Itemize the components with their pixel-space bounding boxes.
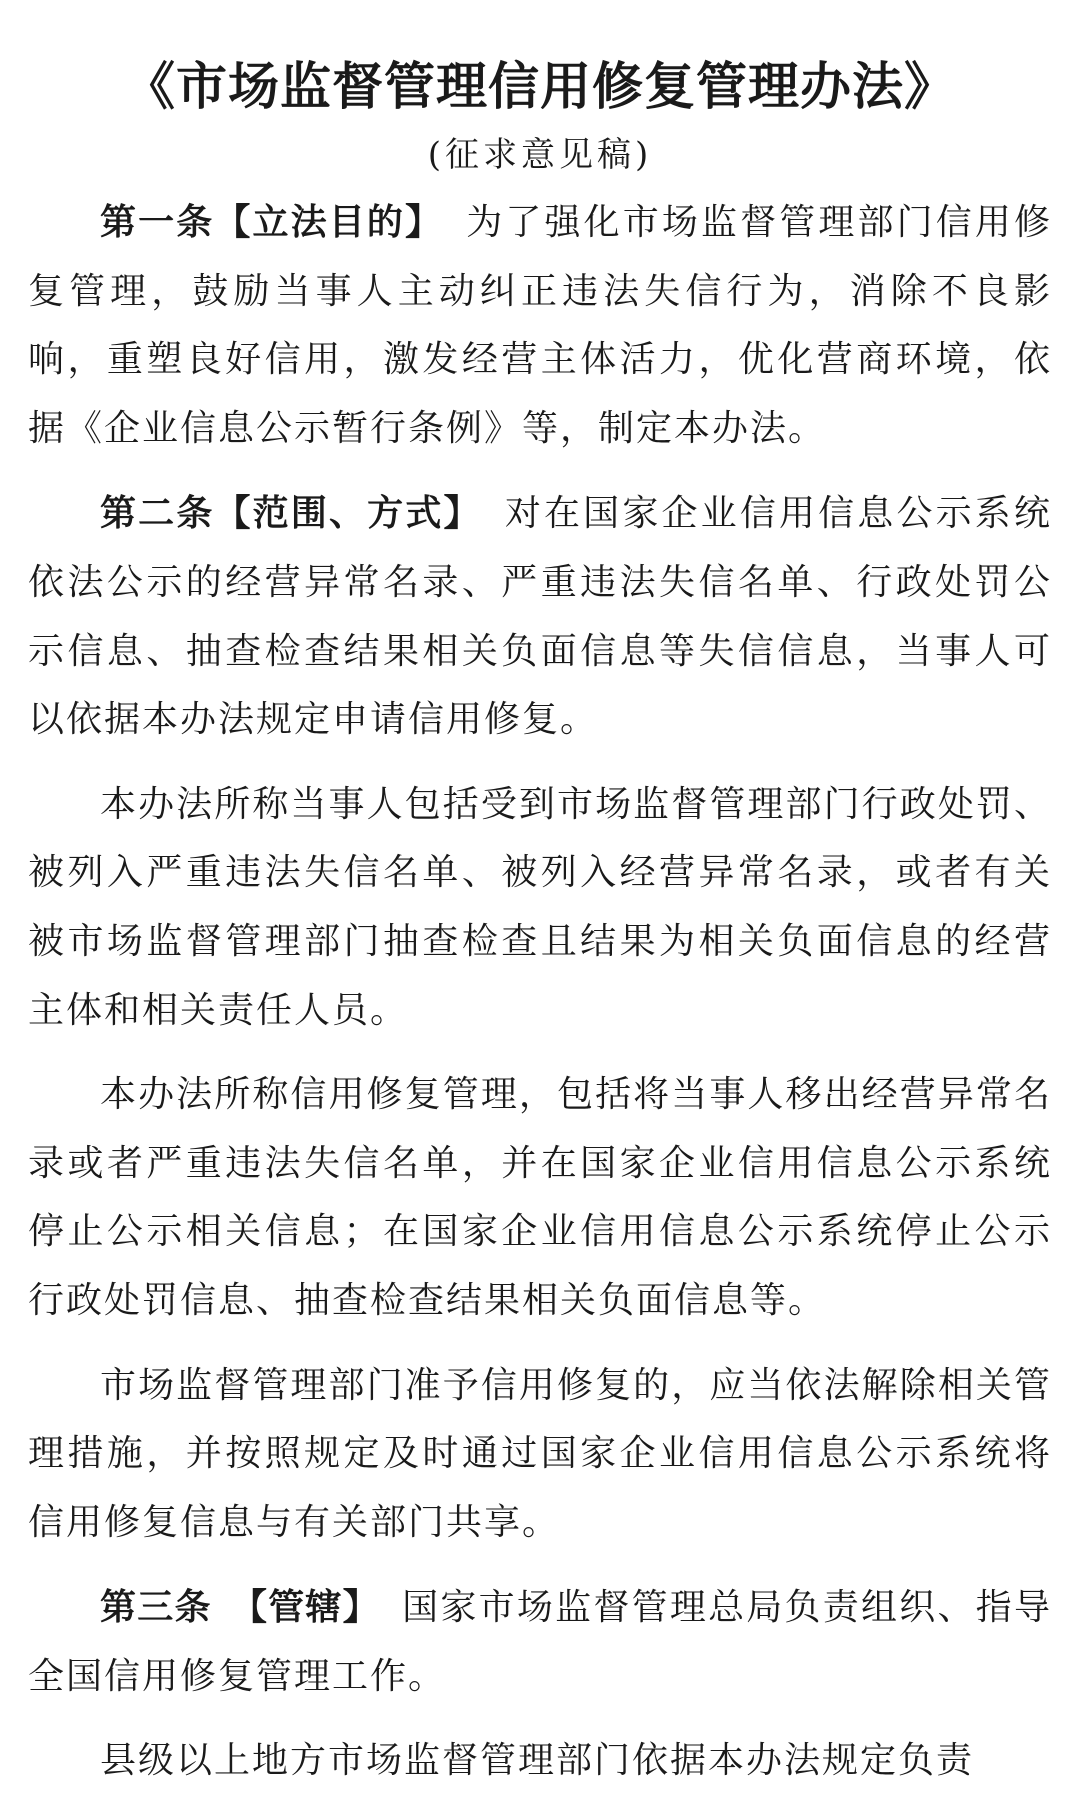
article-3-paragraph — [28, 1573, 1052, 1711]
article-1-text: 为了强化市场监督管理部门信用修复管理，鼓励当事人主动纠正违法失信行为，消除不良影响，重塑良好信用，激发经营主体活力，优化营商环境，依据《企业信息公示暂行条例》等，制定本办法。 — [28, 202, 1052, 449]
article-2-text: 对在国家企业信用信息公示系统依法公示的经营异常名录、严重违法失信名单、行政处罚公示信息、抽查检查结果相关负面信息等失信信息，当事人可以依据本办法规定申请信用修复。 — [28, 493, 1052, 741]
article-2-clause-3: 本办法所称信用修复管理，包括将当事人移出经营异常名录或者严重违法失信名单，并在国家企业信用信息公示系统停止公示相关信息；在国家企业信用信息公示系统停止公示行政处罚信息、抽查检查结果相关负面信息等。 — [28, 1074, 1052, 1321]
document-title: 《市场监督管理信用修复管理办法》 — [123, 57, 956, 117]
article-2-paragraph — [28, 479, 1052, 754]
document-subtitle: (征求意见稿) — [427, 135, 653, 175]
article-2-heading: 第二条【范围、方式】 — [100, 492, 482, 535]
article-2-clause-2: 本办法所称当事人包括受到市场监督管理部门行政处罚、被列入严重违法失信名单、被列入经营异常名录，或者有关被市场监督管理部门抽查检查且结果为相关负面信息的经营主体和相关责任人员。 — [28, 783, 1052, 1031]
document-page — [28, 0, 1052, 1792]
article-3-text: 国家市场监督管理总局负责组织、指导全国信用修复管理工作。 — [28, 1587, 1052, 1697]
article-1-heading: 第一条【立法目的】 — [100, 201, 444, 243]
article-3-heading: 第三条 【管辖】 — [100, 1586, 380, 1629]
article-3-clause-2: 县级以上地方市场监督管理部门依据本办法规定负责 — [100, 1740, 975, 1782]
article-2-clause-4: 市场监督管理部门准予信用修复的，应当依法解除相关管理措施，并按照规定及时通过国家企业信用信息公示系统将信用修复信息与有关部门共享。 — [28, 1364, 1052, 1543]
article-1-paragraph — [28, 188, 1052, 463]
